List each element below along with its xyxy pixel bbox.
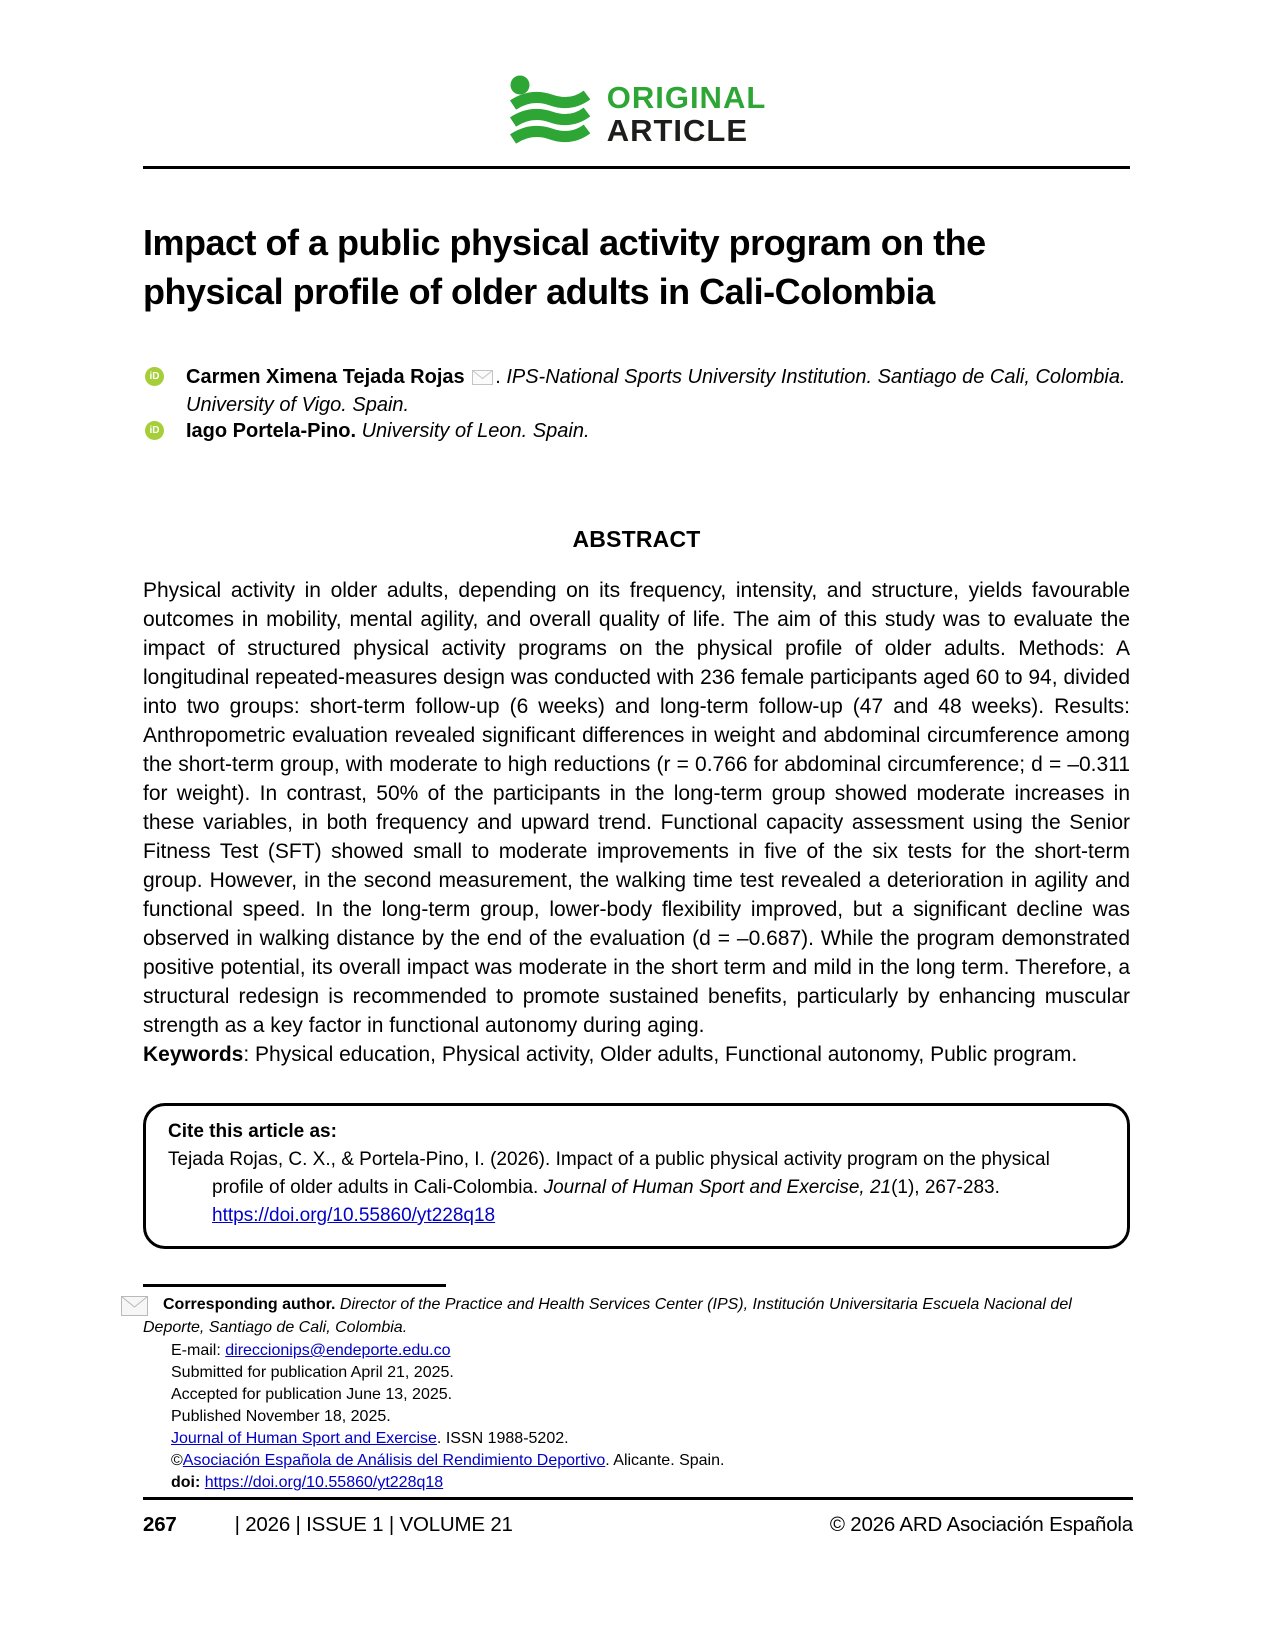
footer-copyright: © 2026 ARD Asociación Española (829, 1513, 1133, 1536)
association-suffix: . Alicante. Spain. (605, 1452, 725, 1469)
journal-logo (143, 74, 1130, 153)
email-line (171, 1340, 1130, 1362)
association-line (171, 1450, 1130, 1472)
footer-divider (143, 1497, 1133, 1500)
abstract-text: Physical activity in older adults, depending on its frequency, intensity, and structure, yields favourable outcomes in mobility, mental agility, and overall quality of life. The aim of this study was to evaluate the impact of structured physical activity programs on the physical profile of older adults. Methods: A longitudinal repeated-measures design was conducted with 236 female participants aged 60 to 94, divided into two groups: short-term follow-up (6 weeks) and long-term follow-up (47 and 48 weeks). Results: Anthropometric evaluation revealed significant differences in weight and abdominal circumference among the short-term group, with moderate to high reductions (r = 0.766 for abdominal circumference; d = –0.311 for weight). In contrast, 50% of the participants in the long-term group showed moderate increases in these variables, in both frequency and upward trend. Functional capacity assessment using the Senior Fitness Test (SFT) showed small to moderate improvements in five of the six tests for the short-term group. However, in the second measurement, the walking time test revealed a deterioration in agility and functional speed. In the long-term group, lower-body flexibility improved, but a significant decline was observed in walking distance by the end of the evaluation (d = –0.687). While the program demonstrated positive potential, its overall impact was moderate in the short term and mild in the long term. Therefore, a structural redesign is recommended to promote sustained benefits, particularly by enhancing muscular strength as a key factor in functional autonomy during aging. (143, 579, 1130, 1037)
footer-left (143, 1513, 513, 1537)
abstract-heading: ABSTRACT (572, 526, 701, 552)
journal-logo-icon (507, 74, 591, 153)
copyright-symbol: © (171, 1452, 183, 1469)
orcid-icon[interactable]: iD (145, 367, 164, 386)
keywords-line (143, 1040, 1130, 1069)
footnote-details (143, 1340, 1130, 1494)
keywords-text: : Physical education, Physical activity, Older adults, Functional autonomy, Public program. (243, 1043, 1078, 1066)
issue-info: | 2026 | ISSUE 1 | VOLUME 21 (234, 1513, 513, 1536)
citation-part-2: (1), 267-283. (891, 1177, 1000, 1198)
mail-envelope-icon (121, 1296, 148, 1323)
header-divider (143, 166, 1130, 169)
logo-text (607, 81, 767, 147)
orcid-icon[interactable]: iD (145, 421, 164, 440)
journal-link[interactable]: Journal of Human Sport and Exercise (171, 1430, 437, 1447)
author-affiliation-1a: IPS-National Sports University Institution. Santiago de Cali, Colombia. (506, 366, 1126, 388)
published-line: Published November 18, 2025. (171, 1408, 391, 1425)
submitted-line: Submitted for publication April 21, 2025. (171, 1364, 454, 1381)
author-name-2: Iago Portela-Pino. (186, 420, 357, 442)
email-link[interactable]: direccionips@endeporte.edu.co (225, 1342, 451, 1359)
citation-heading: Cite this article as: (168, 1121, 337, 1142)
page-footer (143, 1497, 1133, 1537)
author-row-1 (143, 364, 1130, 418)
authors-block (143, 364, 1130, 444)
title-line-1: Impact of a public physical activity program on the (143, 222, 986, 263)
author-row-2 (143, 418, 1130, 444)
author-separator: . (495, 366, 507, 388)
footnotes-block (143, 1284, 1130, 1494)
title-line-2: physical profile of older adults in Cali-Colombia (143, 271, 935, 312)
page-number: 267 (143, 1513, 177, 1536)
doi-label: doi: (171, 1474, 205, 1491)
citation-box (143, 1103, 1130, 1249)
accepted-line: Accepted for publication June 13, 2025. (171, 1386, 453, 1403)
logo-text-article: ARTICLE (606, 112, 749, 148)
keywords-label: Keywords (143, 1043, 244, 1066)
journal-line (171, 1428, 1130, 1450)
corresponding-author-line (143, 1293, 1130, 1339)
page-title (143, 218, 1130, 316)
email-label: E-mail: (171, 1342, 226, 1359)
doi-link[interactable]: https://doi.org/10.55860/yt228q18 (204, 1474, 444, 1491)
author-affiliation-2a: University of Leon. Spain. (361, 420, 590, 442)
corresponding-author-label: Corresponding author. (163, 1296, 336, 1313)
logo-text-original: ORIGINAL (606, 79, 767, 115)
citation-part-1: Tejada Rojas, C. X., & Portela-Pino, I. (2026). Impact of a public physical activity program on the physical profile of older adults in Cali-Colombia. (168, 1149, 1050, 1198)
author-affiliation-1b: University of Vigo. Spain. (186, 394, 410, 416)
citation-journal-name: Journal of Human Sport and Exercise, 21 (543, 1177, 892, 1198)
footnote-divider (143, 1284, 446, 1287)
doi-line (171, 1472, 1130, 1494)
citation-doi-link[interactable]: https://doi.org/10.55860/yt228q18 (212, 1205, 496, 1226)
journal-issn: . ISSN 1988-5202. (436, 1430, 569, 1447)
email-envelope-icon[interactable] (472, 368, 493, 390)
author-name-1: Carmen Ximena Tejada Rojas (186, 366, 465, 388)
footer-row (143, 1513, 1133, 1537)
article-content (143, 0, 1130, 1249)
citation-text (168, 1146, 1103, 1230)
corresponding-author-text: Director of the Practice and Health Services Center (IPS), Institución Universitaria Escuela Nacional del Deporte, Santiago de Cali, Colombia. (143, 1296, 1072, 1336)
association-link[interactable]: Asociación Española de Análisis del Rendimiento Deportivo (182, 1452, 606, 1469)
logo-group (507, 74, 767, 153)
